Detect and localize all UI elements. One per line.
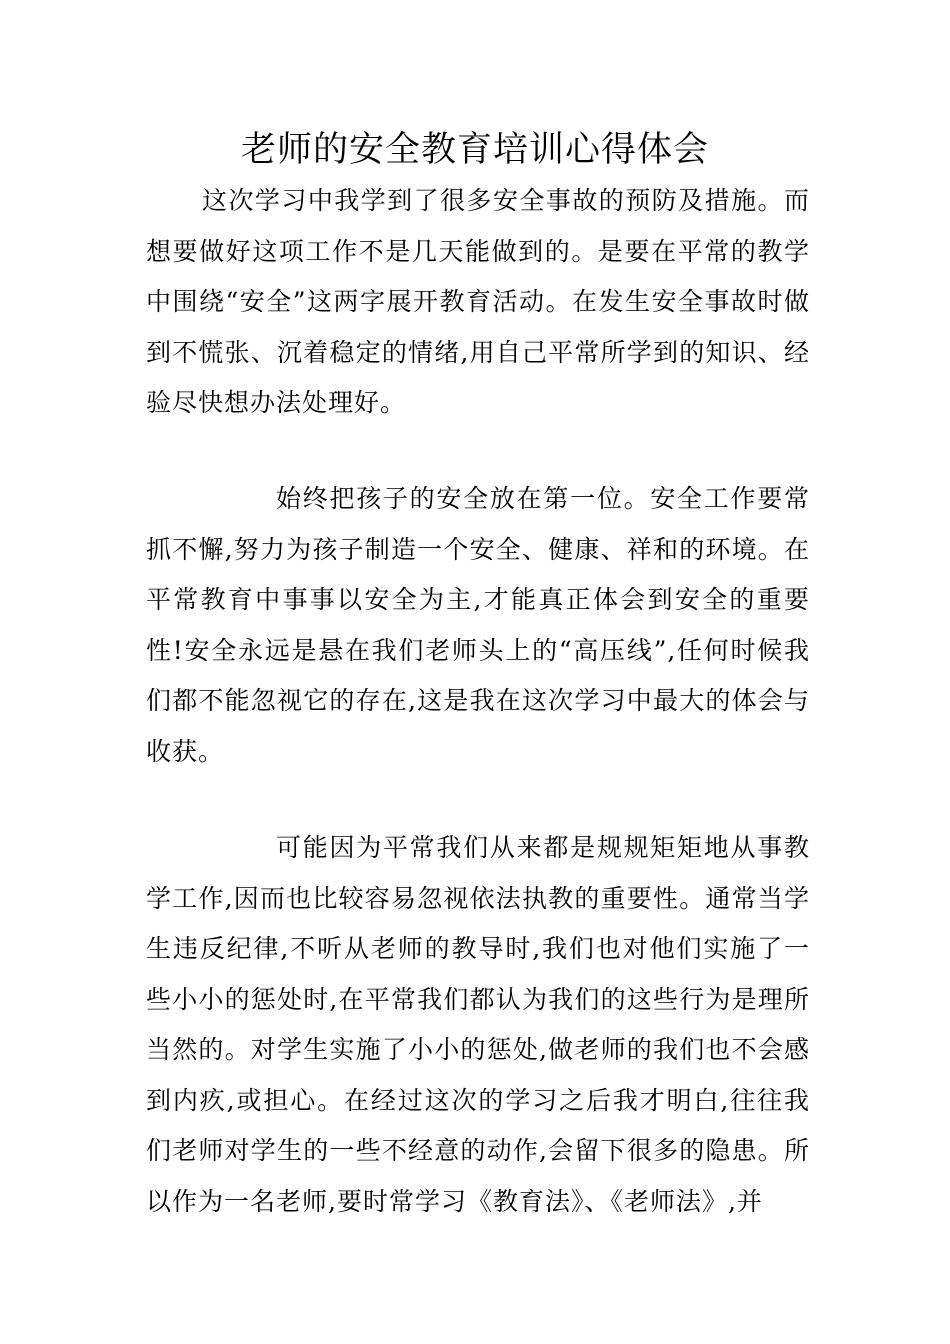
paragraph-3: 可能因为平常我们从来都是规规矩矩地从事教学工作,因而也比较容易忽视依法执教的重要性。通常当学生违反纪律,不听从老师的教导时,我们也对他们实施了一些小小的惩处时,在平常我们都认为我们的这些行为是理所当然的。对学生实施了小小的惩处,做老师的我们也不会感到内疚,或担心。在经过这次的学习之后我才明白,往往我们老师对学生的一些不经意的动作,会留下很多的隐患。所以作为一名老师,要时常学习《教育法》、《老师法》,并 (146, 833, 810, 1216)
document-title: 老师的安全教育培训心得体会 (240, 130, 709, 170)
paragraph-1: 这次学习中我学到了很多安全事故的预防及措施。而想要做好这项工作不是几天能做到的。是要在平常的教学中围绕“安全”这两字展开教育活动。在发生安全事故时做到不慌张、沉着稳定的情绪,用自己平常所学到的知识、经验尽快想办法处理好。 (146, 186, 810, 417)
paragraph-2: 始终把孩子的安全放在第一位。安全工作要常抓不懈,努力为孩子制造一个安全、健康、祥和的环境。在平常教育中事事以安全为主,才能真正体会到安全的重要性!安全永远是悬在我们老师头上的“高压线”,任何时候我们都不能忽视它的存在,这是我在这次学习中最大的体会与收获。 (146, 484, 810, 766)
